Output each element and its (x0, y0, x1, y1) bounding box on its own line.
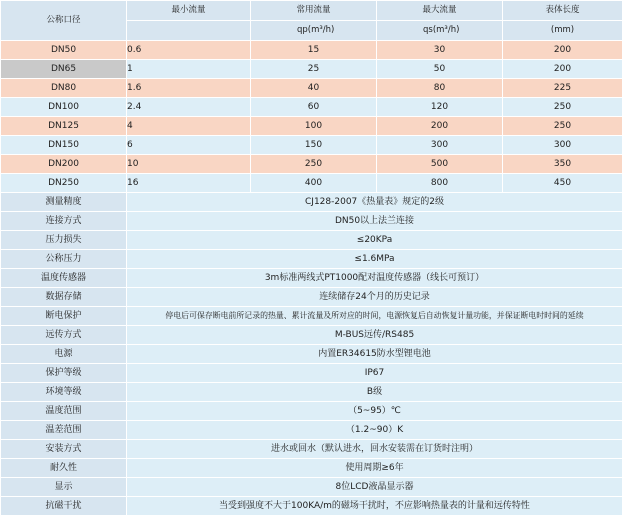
spec-value: IP67 (127, 364, 622, 383)
spec-value: B级 (127, 383, 622, 402)
table-row (1, 98, 622, 117)
spec-label: 连接方式 (1, 212, 127, 231)
length-cell: 200 (503, 41, 622, 60)
min-flow-cell: 4 (127, 117, 251, 136)
spec-row (1, 288, 622, 307)
length-cell: 225 (503, 79, 622, 98)
header-max-flow-unit: qs(m³/h) (377, 21, 503, 41)
dn-cell: DN80 (1, 79, 127, 98)
spec-value: （1.2~90）K (127, 421, 622, 440)
table-row (1, 79, 622, 98)
spec-row (1, 421, 622, 440)
max-flow-cell: 80 (377, 79, 503, 98)
table-row (1, 174, 622, 193)
spec-value: 当受到强度不大于100KA/m的磁场干扰时，不应影响热量表的计量和远传特性 (127, 497, 622, 516)
header-common-flow: 常用流量 (251, 1, 377, 21)
min-flow-cell: 6 (127, 136, 251, 155)
spec-row (1, 269, 622, 288)
header-min-flow: 最小流量 (127, 1, 251, 21)
dn-cell: DN200 (1, 155, 127, 174)
dn-cell: DN125 (1, 117, 127, 136)
length-cell: 450 (503, 174, 622, 193)
spec-value: CJ128-2007《热量表》规定的2级 (127, 193, 622, 212)
header-nominal-diameter: 公称口径 (1, 1, 127, 41)
dn-cell: DN150 (1, 136, 127, 155)
spec-value: 连续储存24个月的历史记录 (127, 288, 622, 307)
spec-label: 显示 (1, 478, 127, 497)
max-flow-cell: 300 (377, 136, 503, 155)
spec-value: 内置ER34615防水型锂电池 (127, 345, 622, 364)
spec-label: 数据存储 (1, 288, 127, 307)
max-flow-cell: 800 (377, 174, 503, 193)
dn-cell: DN65 (1, 60, 127, 79)
header-common-flow-unit: qp(m³/h) (251, 21, 377, 41)
spec-value: 3m标准两线式PT1000配对温度传感器（线长可预订） (127, 269, 622, 288)
spec-label: 远传方式 (1, 326, 127, 345)
spec-row (1, 250, 622, 269)
spec-row (1, 326, 622, 345)
common-flow-cell: 250 (251, 155, 377, 174)
spec-value: 8位LCD液晶显示器 (127, 478, 622, 497)
dn-cell: DN100 (1, 98, 127, 117)
spec-row (1, 212, 622, 231)
spec-label: 电源 (1, 345, 127, 364)
length-cell: 200 (503, 60, 622, 79)
min-flow-cell: 0.6 (127, 41, 251, 60)
max-flow-cell: 50 (377, 60, 503, 79)
spec-value: 进水或回水（默认进水，回水安装需在订货时注明） (127, 440, 622, 459)
dn-cell: DN250 (1, 174, 127, 193)
spec-value: ≤20KPa (127, 231, 622, 250)
spec-value: DN50以上法兰连接 (127, 212, 622, 231)
common-flow-cell: 40 (251, 79, 377, 98)
spec-label: 压力损失 (1, 231, 127, 250)
spec-label: 温度传感器 (1, 269, 127, 288)
spec-label: 测量精度 (1, 193, 127, 212)
common-flow-cell: 100 (251, 117, 377, 136)
table-row (1, 41, 622, 60)
spec-row (1, 459, 622, 478)
length-cell: 250 (503, 117, 622, 136)
common-flow-cell: 15 (251, 41, 377, 60)
spec-label: 保护等级 (1, 364, 127, 383)
spec-label: 温度范围 (1, 402, 127, 421)
common-flow-cell: 150 (251, 136, 377, 155)
spec-row (1, 231, 622, 250)
spec-row (1, 193, 622, 212)
common-flow-cell: 400 (251, 174, 377, 193)
table-row (1, 60, 622, 79)
spec-label: 环境等级 (1, 383, 127, 402)
table-row (1, 136, 622, 155)
max-flow-cell: 120 (377, 98, 503, 117)
min-flow-cell: 1.6 (127, 79, 251, 98)
max-flow-cell: 30 (377, 41, 503, 60)
min-flow-cell: 1 (127, 60, 251, 79)
spec-row (1, 307, 622, 326)
length-cell: 300 (503, 136, 622, 155)
spec-label: 抗磁干扰 (1, 497, 127, 516)
max-flow-cell: 500 (377, 155, 503, 174)
spec-value: ≤1.6MPa (127, 250, 622, 269)
spec-value: M-BUS远传/RS485 (127, 326, 622, 345)
spec-label: 耐久性 (1, 459, 127, 478)
spec-value: 使用周期≥6年 (127, 459, 622, 478)
table-row (1, 117, 622, 136)
spec-label: 温差范围 (1, 421, 127, 440)
header-max-flow: 最大流量 (377, 1, 503, 21)
length-cell: 250 (503, 98, 622, 117)
table-row (1, 155, 622, 174)
common-flow-cell: 25 (251, 60, 377, 79)
spec-value: 停电后可保存断电前所记录的热量、累计流量及所对应的时间，电源恢复后自动恢复计量功能，并保证断电时时间的延续 (127, 307, 622, 326)
header-row (1, 1, 622, 21)
spec-value: （5~95）℃ (127, 402, 622, 421)
spec-label: 断电保护 (1, 307, 127, 326)
spec-row (1, 402, 622, 421)
header-body-length: 表体长度 (503, 1, 622, 21)
spec-row (1, 345, 622, 364)
min-flow-cell: 10 (127, 155, 251, 174)
spec-row (1, 497, 622, 516)
min-flow-cell: 2.4 (127, 98, 251, 117)
spec-row (1, 383, 622, 402)
header-min-flow-unit (127, 21, 251, 41)
length-cell: 350 (503, 155, 622, 174)
dn-cell: DN50 (1, 41, 127, 60)
spec-row (1, 440, 622, 459)
max-flow-cell: 200 (377, 117, 503, 136)
common-flow-cell: 60 (251, 98, 377, 117)
spec-row (1, 364, 622, 383)
min-flow-cell: 16 (127, 174, 251, 193)
spec-row (1, 478, 622, 497)
spec-label: 安装方式 (1, 440, 127, 459)
spec-label: 公称压力 (1, 250, 127, 269)
header-length-unit: (mm) (503, 21, 622, 41)
